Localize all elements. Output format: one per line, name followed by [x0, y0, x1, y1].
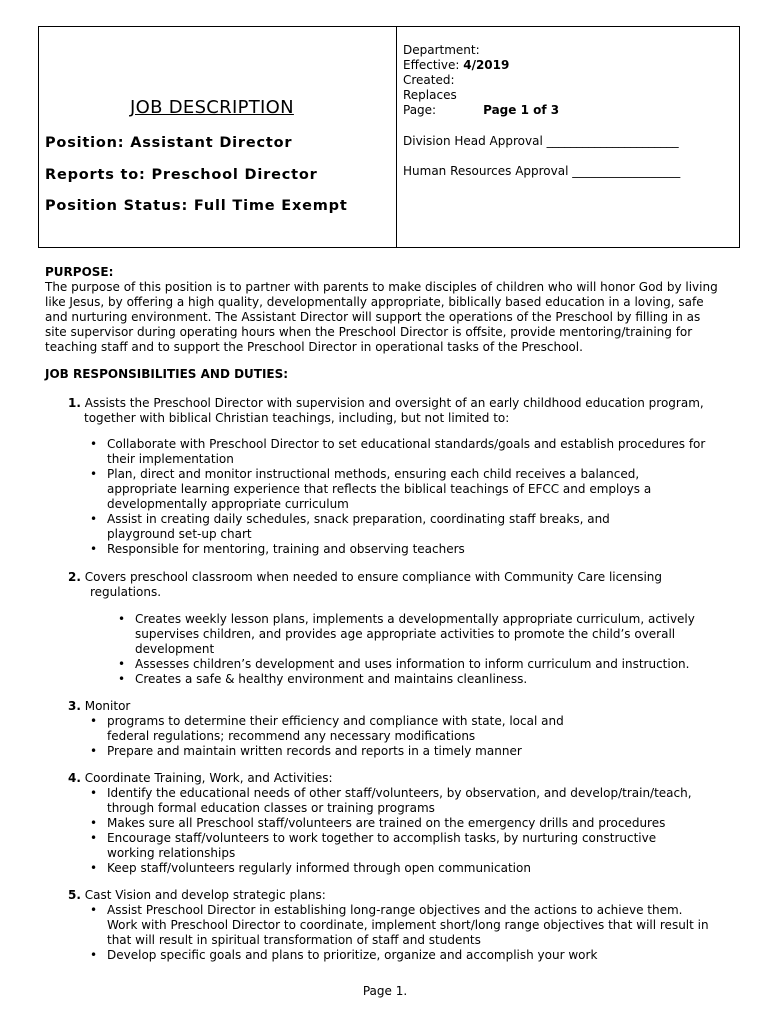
position-line: Position: Assistant Director	[45, 135, 293, 151]
page-label: Page:	[403, 103, 437, 117]
item-3-bullets	[88, 714, 564, 759]
page-footer: Page 1.	[362, 984, 408, 998]
hr-approval: Human Resources Approval __________________	[403, 164, 681, 178]
responsibility-item-2	[68, 570, 662, 600]
item-4-bullets	[88, 786, 692, 876]
item-text: Coordinate Training, Work, and Activities:	[80, 771, 333, 785]
item-text: Covers preschool classroom when needed to ensure compliance with Community Care licensing	[80, 570, 663, 584]
list-item: • Identify the educational needs of other staff/volunteers, by observation, and develop/train/teach, through formal education classes or training programs	[90, 786, 692, 815]
list-item: • Encourage staff/volunteers to work together to accomplish tasks, by nurturing constructive working relationships	[90, 831, 657, 860]
responsibility-item-4	[68, 771, 333, 786]
department-label: Department:	[403, 43, 480, 57]
item-number: 3.	[68, 699, 81, 713]
list-item: • Assist in creating daily schedules, snack preparation, coordinating staff breaks, and playground set-up chart	[90, 512, 610, 541]
responsibility-item-1	[68, 396, 704, 426]
list-item: • Creates a safe & healthy environment and maintains cleanliness.	[118, 672, 528, 686]
purpose-section	[45, 265, 735, 355]
purpose-line: teaching staff and to support the Preschool Director in operational tasks of the Preschool.	[45, 340, 583, 354]
item-number: 2.	[68, 570, 81, 584]
list-item: • Develop specific goals and plans to prioritize, organize and accomplish your work	[90, 948, 598, 962]
item-5-bullets	[88, 903, 709, 963]
item-text: Cast Vision and develop strategic plans:	[80, 888, 326, 902]
item-text: regulations.	[90, 585, 162, 599]
purpose-line: and nurturing environment. The Assistant Director will support the operations of the Preschool by filling in as	[45, 310, 701, 324]
item-number: 1.	[68, 396, 81, 410]
list-item: • Assist Preschool Director in establishing long-range objectives and the actions to achieve them. Work with Preschool Director to coordinate, implement short/long range objectives that will result in that will result in spiritual transformation of staff and students	[90, 903, 709, 947]
reports-to-line: Reports to: Preschool Director	[45, 167, 318, 183]
responsibility-item-5	[68, 888, 326, 903]
item-1-bullets	[88, 437, 705, 557]
list-item: • Makes sure all Preschool staff/volunteers are trained on the emergency drills and procedures	[90, 816, 666, 830]
created-label: Created:	[403, 73, 455, 87]
item-number: 4.	[68, 771, 81, 785]
purpose-line: The purpose of this position is to partner with parents to make disciples of children who will honor God by living	[45, 280, 718, 294]
list-item: • Collaborate with Preschool Director to set educational standards/goals and establish procedures for their implementation	[90, 437, 706, 466]
purpose-line: like Jesus, by offering a high quality, developmentally appropriate, biblically based education in a loving, safe	[45, 295, 704, 309]
purpose-heading: PURPOSE:	[45, 265, 114, 279]
item-text: Assists the Preschool Director with supervision and oversight of an early childhood education program,	[80, 396, 704, 410]
item-2-bullets	[116, 612, 695, 687]
page-line	[403, 103, 559, 118]
list-item: • Keep staff/volunteers regularly informed through open communication	[90, 861, 531, 875]
list-item: • Responsible for mentoring, training and observing teachers	[90, 542, 465, 556]
list-item: • Assesses children’s development and uses information to inform curriculum and instruction.	[118, 657, 690, 671]
replaces-label: Replaces	[403, 88, 457, 102]
list-item: • Creates weekly lesson plans, implements a developmentally appropriate curriculum, actively supervises children, and provides age appropriate activities to promote the child’s overall development	[118, 612, 695, 656]
list-item: • Prepare and maintain written records and reports in a timely manner	[90, 744, 522, 758]
item-number: 5.	[68, 888, 81, 902]
document-meta	[403, 43, 559, 118]
position-status-line: Position Status: Full Time Exempt	[45, 198, 348, 214]
item-text: Monitor	[80, 699, 131, 713]
responsibilities-heading: JOB RESPONSIBILITIES AND DUTIES:	[45, 367, 289, 381]
responsibility-item-3	[68, 699, 130, 714]
page-value: Page 1 of 3	[483, 103, 560, 117]
effective-label: Effective:	[403, 58, 464, 72]
effective-value: 4/2019	[463, 58, 510, 72]
purpose-line: site supervisor during operating hours when the Preschool Director is offsite, provide mentoring/training for	[45, 325, 693, 339]
list-item: • Plan, direct and monitor instructional methods, ensuring each child receives a balanced, appropriate learning experience that reflects the biblical teachings of EFCC and employs a developmentally appropriate curriculum	[90, 467, 652, 511]
document-title: JOB DESCRIPTION	[130, 97, 294, 118]
list-item: • programs to determine their efficiency and compliance with state, local and federal regulations; recommend any necessary modifications	[90, 714, 564, 743]
item-text: together with biblical Christian teachings, including, but not limited to:	[84, 411, 510, 425]
effective-line	[403, 58, 559, 73]
division-head-approval: Division Head Approval ______________________	[403, 134, 679, 148]
header-divider	[396, 26, 397, 248]
